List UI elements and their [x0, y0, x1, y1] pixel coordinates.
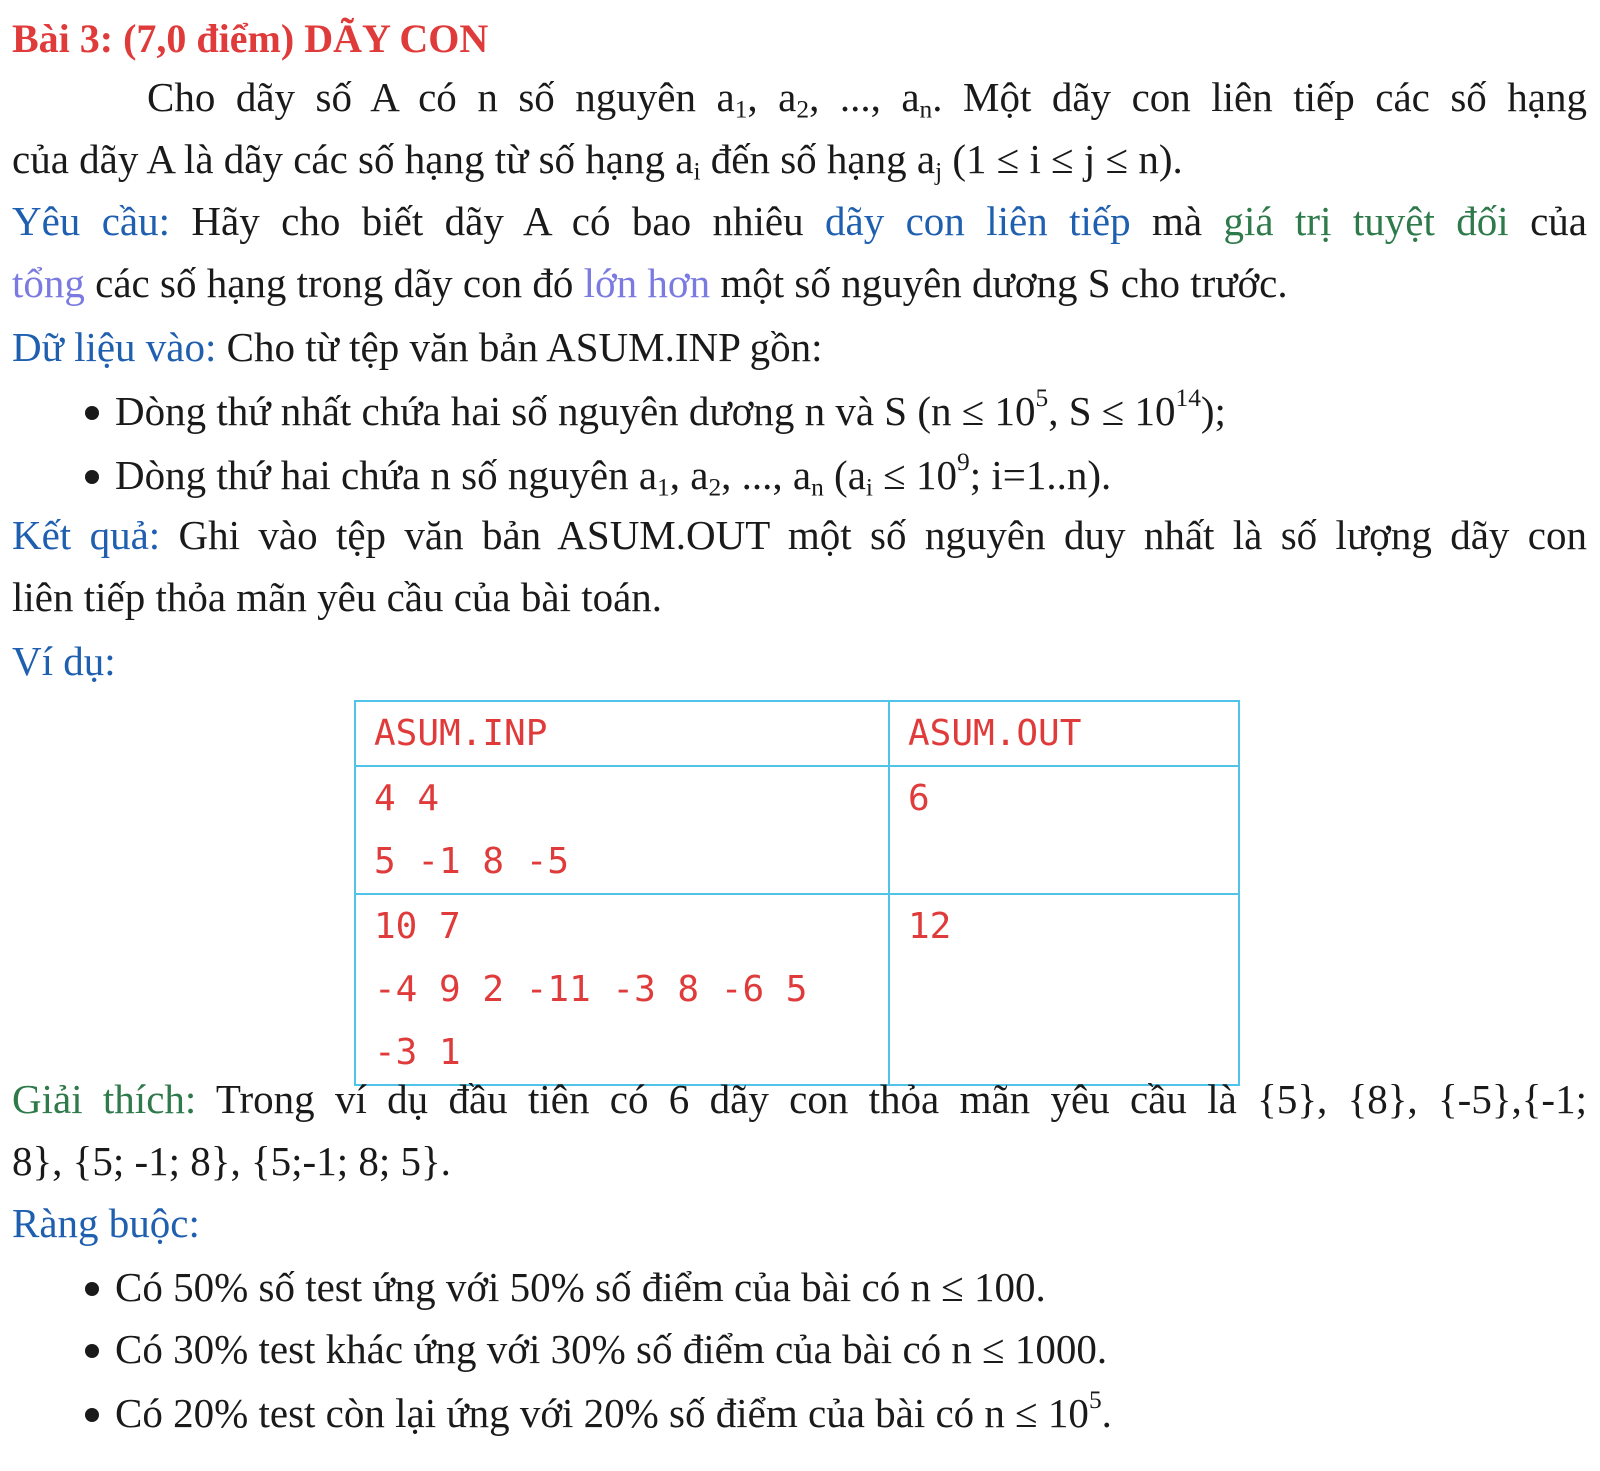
example-1-output: 6: [889, 766, 1239, 894]
requirement-text: mà: [1130, 198, 1224, 244]
intro-line-1: [12, 72, 1587, 122]
intro-text: , a: [747, 74, 797, 120]
highlight-sum: tổng: [12, 260, 85, 306]
explanation-text: Trong ví dụ đầu tiên có 6 dãy con thỏa mãn yêu cầu là {5}, {8}, {-5},{-1;: [196, 1076, 1587, 1122]
subscript: n: [811, 473, 824, 502]
input-bullet-1: [85, 383, 1600, 436]
bullet-text: ; i=1..n).: [969, 452, 1112, 498]
input-line: -3 1: [374, 1032, 461, 1073]
example-label: Ví dụ:: [12, 638, 116, 684]
constraint-1: Có 50% số test ứng với 50% số điểm của bài có n ≤ 100.: [85, 1262, 1600, 1312]
intro-text: , ..., a: [809, 74, 920, 120]
bullet-text: , S ≤ 10: [1048, 388, 1176, 434]
input-bullet-2: [85, 447, 1600, 502]
highlight-absolute: giá trị tuyệt đối: [1223, 198, 1509, 244]
input-line: -4 9 2 -11 -3 8 -6 5: [374, 969, 808, 1010]
bullet-text: );: [1200, 388, 1226, 434]
bullet-text: Dòng thứ nhất chứa hai số nguyên dương n và S (n ≤ 10: [115, 388, 1036, 434]
subscript: 2: [796, 95, 810, 124]
subscript: 1: [734, 95, 748, 124]
subscript: 2: [708, 473, 722, 502]
example-table: [354, 700, 1240, 1086]
bullet-text: ≤ 10: [872, 452, 957, 498]
example-1-input: [355, 766, 889, 894]
bullet-text: , a: [669, 452, 709, 498]
explanation-label: Giải thích:: [12, 1076, 197, 1122]
example-2-output: 12: [889, 894, 1239, 1085]
bullet-text: , ..., a: [721, 452, 812, 498]
output-line-1: [12, 510, 1587, 560]
example-2-input: [355, 894, 889, 1085]
output-label: Kết quả:: [12, 512, 161, 558]
subscript: j: [935, 157, 943, 186]
output-text: Ghi vào tệp văn bản ASUM.OUT một số nguyên duy nhất là số lượng dãy con: [160, 512, 1587, 558]
subscript: i: [865, 473, 873, 502]
table-row: [355, 766, 1239, 894]
intro-text: của dãy A là dãy các số hạng từ số hạng a: [12, 136, 694, 182]
header-asum-out: ASUM.OUT: [889, 701, 1239, 766]
intro-text: . Một dãy con liên tiếp các số hạng: [932, 74, 1588, 120]
requirement-text: Hãy cho biết dãy A có bao nhiêu: [170, 198, 825, 244]
intro-text: Cho dãy số A có n số nguyên a: [147, 74, 735, 120]
highlight-subarray: dãy con liên tiếp: [825, 198, 1131, 244]
explanation-line-2: 8}, {5; -1; 8}, {5;-1; 8; 5}.: [12, 1138, 451, 1184]
requirement-text: một số nguyên dương S cho trước.: [710, 260, 1288, 306]
bullet-text: Có 20% test còn lại ứng với 20% số điểm của bài có n ≤ 10: [115, 1390, 1089, 1436]
input-text: Cho từ tệp văn bản ASUM.INP gồn:: [216, 324, 823, 370]
superscript: 5: [1035, 383, 1049, 412]
input-line: 5 -1 8 -5: [374, 841, 570, 882]
subscript: 1: [657, 473, 670, 502]
bullet-text: (a: [823, 452, 866, 498]
requirement-label: Yêu cầu:: [12, 198, 171, 244]
superscript: 14: [1175, 383, 1201, 412]
constraint-2: Có 30% test khác ứng với 30% số điểm của bài có n ≤ 1000.: [85, 1324, 1600, 1374]
highlight-greater: lớn hơn: [583, 260, 711, 306]
table-header-row: [355, 701, 1239, 766]
subscript: n: [919, 95, 933, 124]
requirement-line-1: [12, 196, 1587, 246]
intro-text: đến số hạng a: [700, 136, 936, 182]
problem-title: Bài 3: (7,0 điểm) DÃY CON: [12, 16, 489, 61]
input-line: 10 7: [374, 906, 461, 947]
superscript: 9: [956, 447, 970, 476]
requirement-line-2: [12, 258, 1587, 308]
constraint-3: [85, 1385, 1600, 1438]
requirement-text: các số hạng trong dãy con đó: [84, 260, 584, 306]
explanation-line-1: [12, 1074, 1587, 1124]
requirement-text: của: [1508, 198, 1587, 244]
intro-text: (1 ≤ i ≤ j ≤ n).: [942, 136, 1183, 182]
subscript: i: [693, 157, 701, 186]
input-line: [12, 322, 1587, 372]
intro-line-2: [12, 134, 1587, 184]
constraints-label: Ràng buộc:: [12, 1200, 200, 1246]
output-line-2: liên tiếp thỏa mãn yêu cầu của bài toán.: [12, 574, 663, 620]
bullet-text: .: [1101, 1390, 1112, 1436]
input-line: 4 4: [374, 778, 440, 819]
input-label: Dữ liệu vào:: [12, 324, 217, 370]
table-row: [355, 894, 1239, 1085]
header-asum-inp: ASUM.INP: [355, 701, 889, 766]
bullet-text: Dòng thứ hai chứa n số nguyên a: [115, 452, 658, 498]
superscript: 5: [1088, 1385, 1102, 1414]
